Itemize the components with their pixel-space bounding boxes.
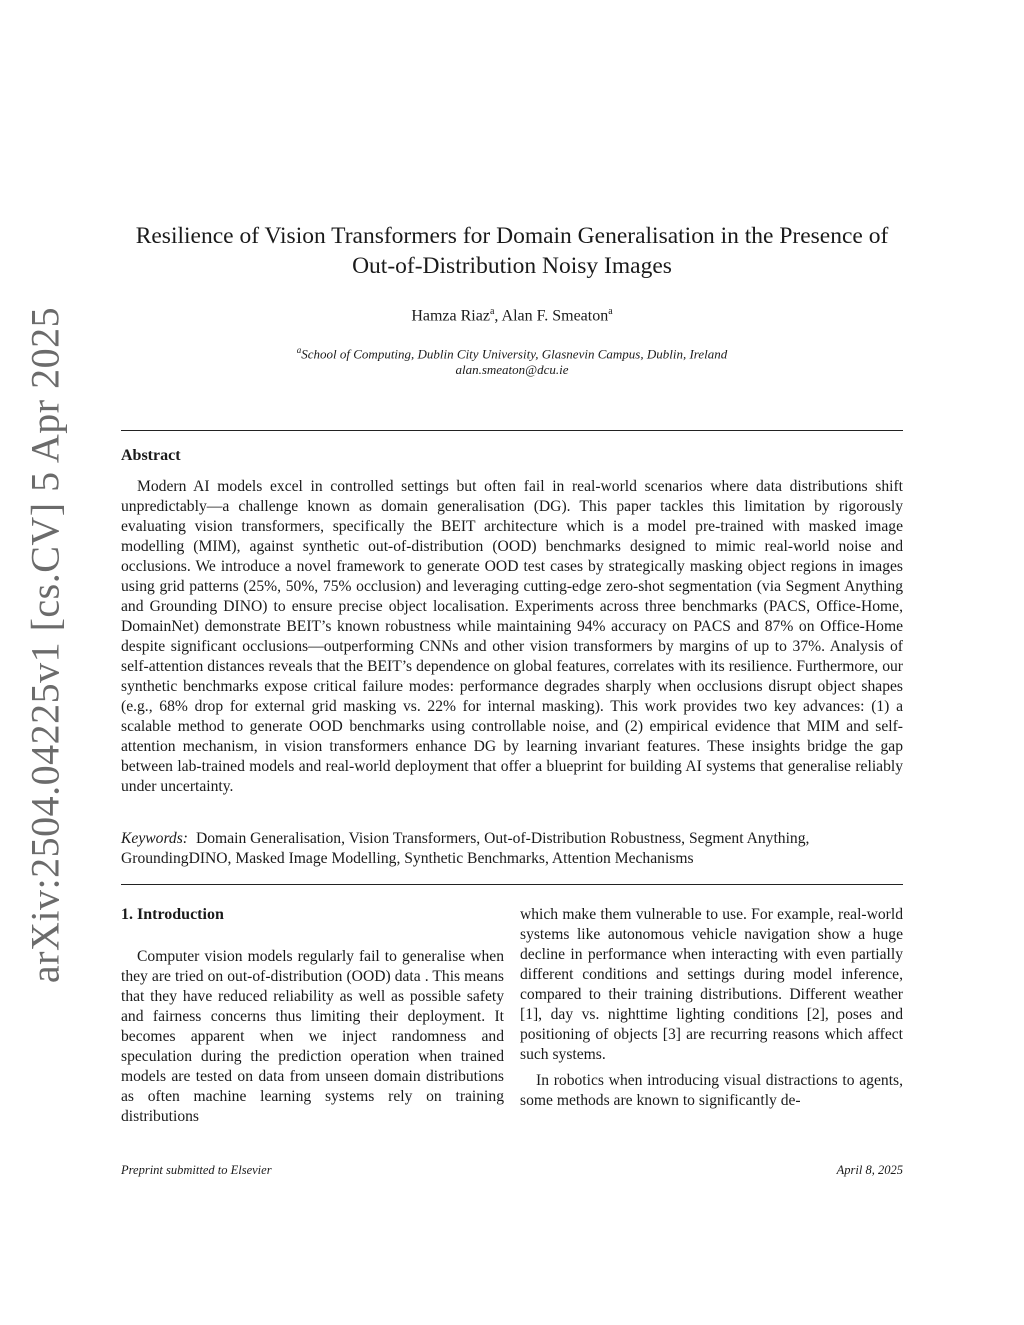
author-name: Alan F. Smeaton <box>501 307 609 325</box>
contact-email[interactable]: alan.smeaton@dcu.ie <box>455 362 569 378</box>
author-separator: , <box>494 307 502 325</box>
arxiv-sidebar-stamp <box>20 0 70 1325</box>
affiliation-block <box>121 342 903 378</box>
section-heading-introduction: 1. Introduction <box>121 906 224 923</box>
footer-date: April 8, 2025 <box>836 1163 903 1177</box>
affiliation-text: School of Computing, Dublin City University, Glasnevin Campus, Dublin, Ireland <box>301 346 728 362</box>
keywords-block <box>121 829 903 869</box>
body-column-left <box>121 905 504 1133</box>
arxiv-identifier: arXiv:2504.04225v1 [cs.CV] 5 Apr 2025 <box>22 306 68 984</box>
abstract-top-rule <box>121 430 903 431</box>
body-paragraph: Computer vision models regularly fail to generalise when they are tried on out-of-distribution (OOD) data . This means that they have reduced reliability as well as possible safety and fairness concerns thus limiting their deployment. It becomes apparent when we inject randomness and speculation during the prediction operation when trained models are tested on data from unseen domain distributions as often machine learning systems rely on training distributions <box>121 948 504 1125</box>
body-column-right <box>520 905 903 1117</box>
author-affil-mark: a <box>608 306 613 317</box>
body-paragraph: In robotics when introducing visual distractions to agents, some methods are known to significantly de- <box>520 1072 903 1109</box>
author-list <box>121 306 903 325</box>
footer-preprint-note: Preprint submitted to Elsevier <box>121 1163 272 1177</box>
author-affil-mark: a <box>489 306 495 317</box>
author-name: Hamza Riaz <box>411 307 490 325</box>
affiliation-mark: a <box>296 345 302 355</box>
abstract-bottom-rule <box>121 884 903 885</box>
abstract-text: Modern AI models excel in controlled settings but often fail in real-world scenarios where data distributions shift unpredictably—a challenge known as domain generalisation (DG). This paper tackles this limitation by rigorously evaluating vision transformers, specifically the BEIT architecture which is a model pre-trained with masked image modelling (MIM), against synthetic out-of-distribution (OOD) benchmarks designed to mimic real-world noise and occlusions. We introduce a novel framework to generate OOD test cases by strategically masking object regions in images using grid patterns (25%, 50%, 75% occlusion) and leveraging cutting-edge zero-shot segmentation (via Segment Anything and Grounding DINO) to ensure precise object localisation. Experiments across three benchmarks (PACS, Office-Home, DomainNet) demonstrate BEIT’s known robustness while maintaining 94% accuracy on PACS and 87% on Office-Home despite significant occlusions—outperforming CNNs and other vision transformers by margins of up to 37%. Analysis of self-attention distances reveals that the BEIT’s dependence on global features, correlates with its resilience. Furthermore, our synthetic benchmarks expose critical failure modes: performance degrades sharply when occlusions disrupt object shapes (e.g., 68% drop for external grid masking vs. 22% for internal masking). This work provides two key advances: (1) a scalable method to generate OOD benchmarks using controllable noise, and (2) empirical evidence that MIM and self-attention mechanism, in vision transformers enhance DG by learning invariant features. These insights bridge the gap between lab-trained models and real-world deployment that offer a blueprint for building AI systems that generalise reliably under uncertainty. <box>121 478 903 795</box>
paper-title: Resilience of Vision Transformers for Domain Generalisation in the Presence of Out-of-Distribution Noisy Images <box>135 223 889 279</box>
keywords-label: Keywords: <box>121 830 188 847</box>
abstract-heading: Abstract <box>121 447 181 464</box>
keywords-text: Domain Generalisation, Vision Transformers, Out-of-Distribution Robustness, Segment Anything, GroundingDINO, Masked Image Modelling, Synthetic Benchmarks, Attention Mechanisms <box>121 830 810 867</box>
body-paragraph: which make them vulnerable to use. For example, real-world systems like autonomous vehicle navigation show a huge decline in performance when interacting with even partially different conditions and settings during model inference, compared to their training distributions. Different weather [1], day vs. nighttime lighting conditions [2], poses and positioning of objects [3] are recurring reasons which affect such systems. <box>520 906 903 1063</box>
